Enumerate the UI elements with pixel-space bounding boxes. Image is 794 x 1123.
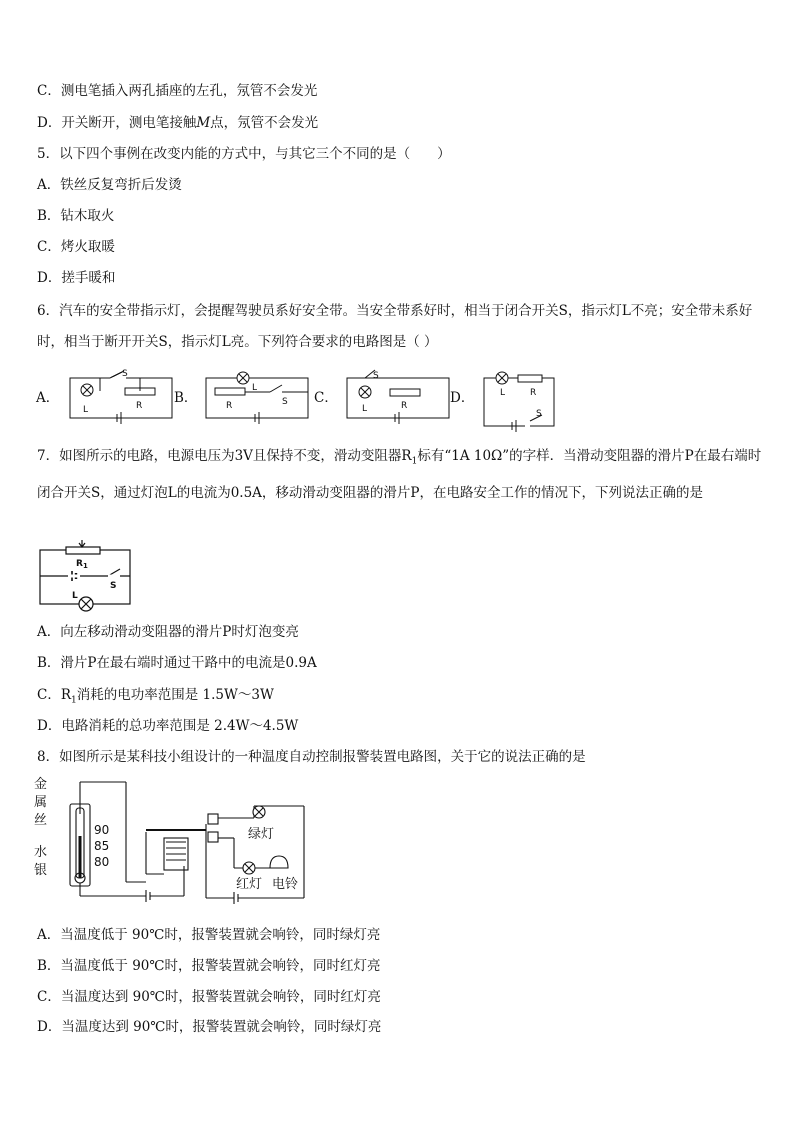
q8-alarm-circuit — [34, 778, 314, 910]
q4-option-c: C．测电笔插入两孔插座的左孔，氖管不会发光 — [37, 83, 318, 99]
q7-option-d: D．电路消耗的总功率范围是 2.4W～4.5W — [37, 718, 299, 734]
q8-mercury-1: 水 — [34, 845, 48, 860]
q8-tick-85: 85 — [94, 839, 110, 853]
q5-option-d: D．搓手暖和 — [37, 270, 116, 286]
q6-c-l-label: L — [362, 404, 368, 414]
q8-tick-80: 80 — [94, 855, 110, 869]
q8-metal-3: 丝 — [34, 813, 48, 828]
q6-option-a-label: A． — [36, 390, 60, 406]
q7-r1-label: R — [76, 559, 83, 569]
q8-bell-label: 电铃 — [272, 877, 299, 892]
q7-option-c: C．$R_1$消耗的电功率范围是 1.5W～3W — [37, 687, 274, 706]
q8-option-d: D．当温度达到 90℃时，报警装置就会响铃，同时绿灯亮 — [37, 1019, 382, 1035]
q6-b-r-label: R — [226, 401, 233, 411]
q6-a-s-label: S — [122, 369, 128, 379]
q8-metal-2: 属 — [34, 795, 48, 810]
q6-a-r-label: R — [136, 401, 143, 411]
q5-option-b: B．钻木取火 — [37, 208, 115, 224]
q6-b-l-label: L — [252, 383, 258, 393]
q6-d-r-label: R — [530, 388, 537, 398]
q6-option-b-label: B． — [174, 390, 198, 406]
q8-green-lamp-label: 绿灯 — [248, 827, 275, 842]
q7-l-label: L — [72, 591, 78, 601]
q6-b-s-label: S — [282, 397, 288, 407]
q6-circuit-options — [30, 368, 475, 428]
q5-option-c: C．烤火取暖 — [37, 239, 115, 255]
q6-d-s-label: S — [536, 409, 542, 419]
q7-s-label: S — [110, 581, 117, 591]
q7-option-b: B．滑片P在最右端时通过干路中的电流是0.9A — [37, 655, 317, 671]
q8-stem: 8．如图所示是某科技小组设计的一种温度自动控制报警装置电路图，关于它的说法正确的是 — [37, 749, 586, 765]
q8-metal-1: 金 — [34, 777, 48, 792]
q6-c-r-label: R — [401, 401, 408, 411]
q8-option-c: C．当温度达到 90℃时，报警装置就会响铃，同时红灯亮 — [37, 989, 381, 1005]
q8-option-a: A．当温度低于 90℃时，报警装置就会响铃，同时绿灯亮 — [37, 927, 381, 943]
q6-c-s-label: S — [373, 371, 379, 381]
q7-r1-sub: 1 — [82, 562, 88, 570]
q6-circuit-d — [470, 368, 560, 432]
q8-mercury-2: 银 — [34, 863, 48, 878]
q6-a-l-label: L — [83, 405, 89, 415]
q6-option-c-label: C． — [314, 390, 338, 406]
svg-text:R1 — [76, 559, 88, 570]
q7-option-a: A．向左移动滑动变阻器的滑片P时灯泡变亮 — [37, 624, 299, 640]
q6-stem: 6．汽车的安全带指示灯，会提醒驾驶员系好安全带。当安全带系好时，相当于闭合开关S，指示灯L不亮；安全带未系好时，相当于断开开关S，指示灯L亮。下列符合要求的电路图是（ ） — [37, 303, 753, 350]
q7-circuit — [36, 540, 136, 610]
q8-red-lamp-label: 红灯 — [236, 877, 263, 892]
q7-stem: 7．如图所示的电路，电源电压为3V且保持不变，滑动变阻器$R_1$标有“1A 10Ω”的字样．当滑动变阻器的滑片P在最右端时闭合开关S，通过灯泡L的电流为0.5A，移动滑动变阻器的滑片P，在电路安全工作的情况下，下列说法正确的是 — [37, 448, 762, 501]
q4-option-d: D．开关断开，测电笔接触M点，氖管不会发光 — [37, 115, 319, 131]
q6-option-d-label: D． — [450, 390, 475, 406]
q8-tick-90: 90 — [94, 823, 110, 837]
q5-option-a: A．铁丝反复弯折后发烫 — [37, 177, 182, 193]
q5-stem: 5．以下四个事例在改变内能的方式中，与其它三个不同的是（ ） — [37, 146, 451, 162]
q6-d-l-label: L — [500, 388, 506, 398]
q8-option-b: B．当温度低于 90℃时，报警装置就会响铃，同时红灯亮 — [37, 958, 381, 974]
